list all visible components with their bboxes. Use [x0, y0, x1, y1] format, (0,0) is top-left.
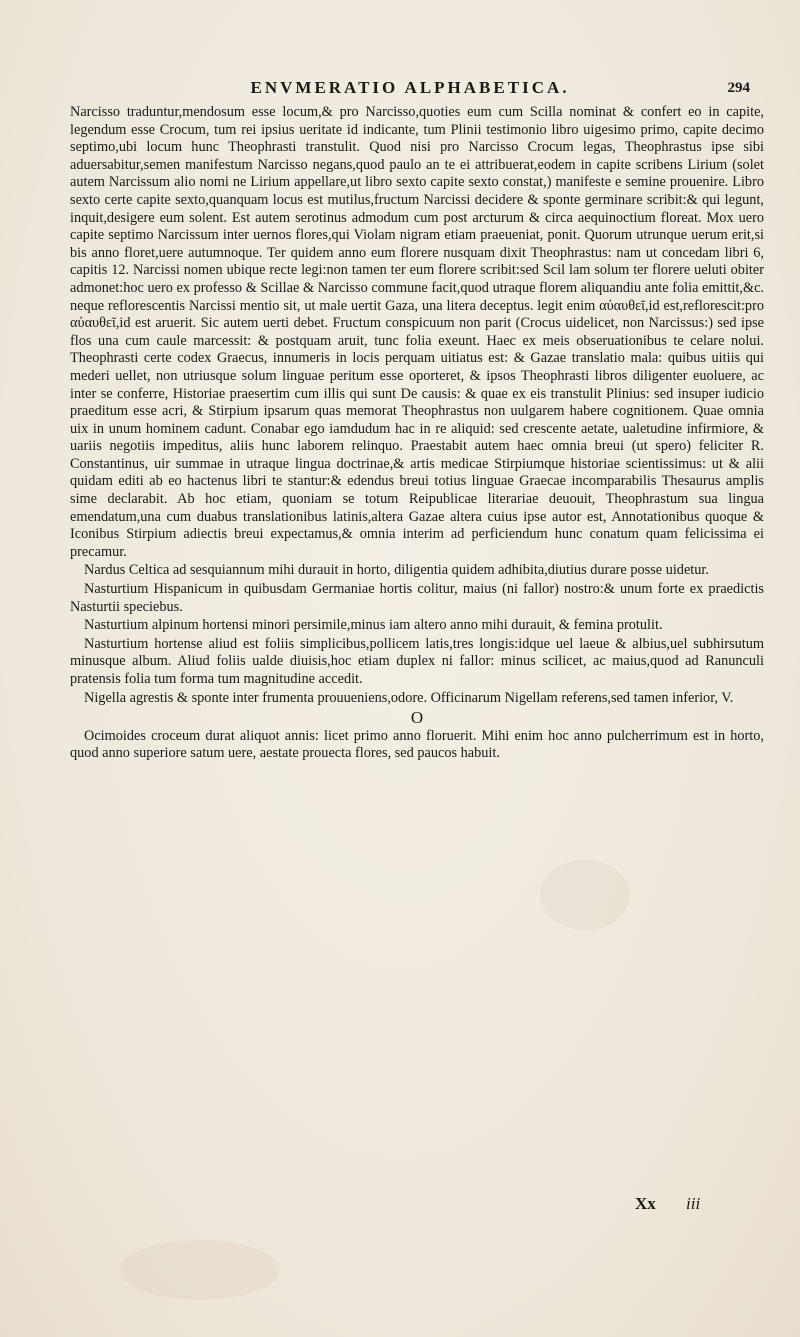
- entry-nasturtium-hortense: Nasturtium hortense aliud est foliis simplicibus,pollicem latis,tres longis:idque uel laeue & albius,uel subhirsutum minusque album. Aliud foliis ualde diuisis,hoc etiam duplex ni fallor: minus scilicet, ac maius,quod ad Ranunculi pratensis folia tum forma tum magnitudine accedit.: [70, 635, 764, 687]
- entry-nasturtium-hispanicum: Nasturtium Hispanicum in quibusdam Germaniae hortis colitur, maius (ni fallor) nostro:& unum forte ex praedictis Nasturtii speciebus.: [70, 581, 764, 615]
- section-letter: O: [410, 708, 424, 728]
- entry-ocimoides: Ocimoides croceum durat aliquot annis: licet primo anno floruerit. Mihi enim hoc anno pulcherrimum est in horto, quod anno superiore satum uere, aestate prouecta flores, sed paucos habuit.: [70, 727, 764, 762]
- body-text: [70, 104, 764, 763]
- signature-letters: Xx: [635, 1194, 656, 1213]
- entry-nigella: Nigella agrestis & sponte inter frumenta prouueniens,odore. Officinarum Nigellam referens,sed tamen inferior, V.: [84, 689, 734, 706]
- page-number: 294: [727, 80, 750, 96]
- entry-nardus: Nardus Celtica ad sesquiannum mihi durauit in horto, diligentia quidem adhibita,diutius durare posse uidetur.: [84, 562, 709, 579]
- paper-stain: [120, 1240, 280, 1300]
- paper-stain: [540, 860, 630, 930]
- main-paragraph: Narcisso traduntur,mendosum esse locum,& pro Narcisso,quoties eum cum Scilla nominat & confert eo in capite, legendum esse Crocum, tum rei ipsius ueritate id indicante, tum Plinii testimonio libro uigesimo primo, capite decimo septimo,ubi locum hunc Theophrasti transtulit. Quod nisi pro Narcisso Crocum legas, Theophrastus ipse sibi aduersabitur,semen manifestum Narcisso negans,quod paulo an te ei attribuerat,eodem in capite scribens Lirium (solet autem Narcissum alio nomi ne Lirium appellare,ut libro sexto capite sexto constat,) manifeste e semine prouenire. Libro sexto certe capite sexto,quanquam locus est mutilus,fructum Narcissi decidere & sponte germinare scribit:& qui legunt, inquit,desigere eum solent. Est autem serotinus admodum cum post arcturum & circa aequinoctium floreat. Mox uero capite septimo Narcissum inter uernos flores,qui Violam nigram etiam praeueniat, ponit. Quorum utrunque uerum erit,si bis anno floret,uere autumnoque. Ter quidem anno eum florere nusquam dixit Theophrastus: nam ut concedam libri 6, capitis 12. Narcissi nomen ubique recte legi:non tamen ter eum florere scribit:sed Scil lam solum ter florere ueluti obiter admonet:hoc uero ex professo & Scillae & Narcisso commune facit,quod utraque florem aliquandiu ante folia emittit,&c. neque reflorescentis Narcissi mentio sit, ut male uertit Gaza, una litera deceptus. legit enim αὐαυθεῖ,id est,reflorescit:pro αὐαυθεῖ,id est aruerit. Sic autem uerti debet. Fructum conspicuum non parit (Crocus uidelicet, non Narcissus:) sed ipse flos una cum caule marcessit: & postquam aruit, tunc folia exeunt. Haec ex meis obseruationibus te celare nolui. Theophrasti certe codex Graecus, innumeris in locis perquam uitiatus est: & Gazae translatio mala: quibus uitiis qui mederi uellet, non utriusque solum linguae peritum esse oporteret, & ipsos Theophrasti libros diligenter euoluere, ac inter se conferre, Historiae praesertim cum illis qui sunt De causis: & quae ex eis transtulit Plinius: sed insuper iudicio praeditum esse acri, & Stirpium ipsarum quas memorat Theophrastus non uulgarem habere cognitionem. Quae omnia uix in unum hominem cadunt. Conabar ego iamdudum hac in re aliquid: sed crescente aetate, ualetudine infirmiore, & uariis negotiis impeditus, aliis hunc laborem relinquo. Praestabit autem haec omnia breui (ut spero) feliciter R. Constantinus, uir summae in utraque lingua doctrinae,& artis medicae Stirpiumque historiae scientissimus: ut & alii quidam editi ab eo hactenus libri te stantur:& edendus breui totius linguae Graecae incomparabilis Thesaurus amplis sime declarabit. Ab hoc etiam, quoniam se totum Reipublicae literariae deuouit, Theophrastum sua lingua emendatum,una cum duabus translationibus latinis,altera Gazae altera cuius ipse autor est, Annotationibus quoque & Iconibus Stirpium adiectis breui expectamus,& omnia interim ad perficiendum hunc conatum quam felicissima ei precamur.: [70, 104, 764, 560]
- signature-folio: iii: [686, 1194, 701, 1213]
- running-title: ENVMERATIO ALPHABETICA.: [250, 78, 570, 97]
- entry-nasturtium-alpinum: Nasturtium alpinum hortensi minori persimile,minus iam altero anno mihi durauit, & femina protulit.: [84, 617, 663, 634]
- signature-mark: [0, 1194, 800, 1218]
- page-header: [60, 78, 760, 104]
